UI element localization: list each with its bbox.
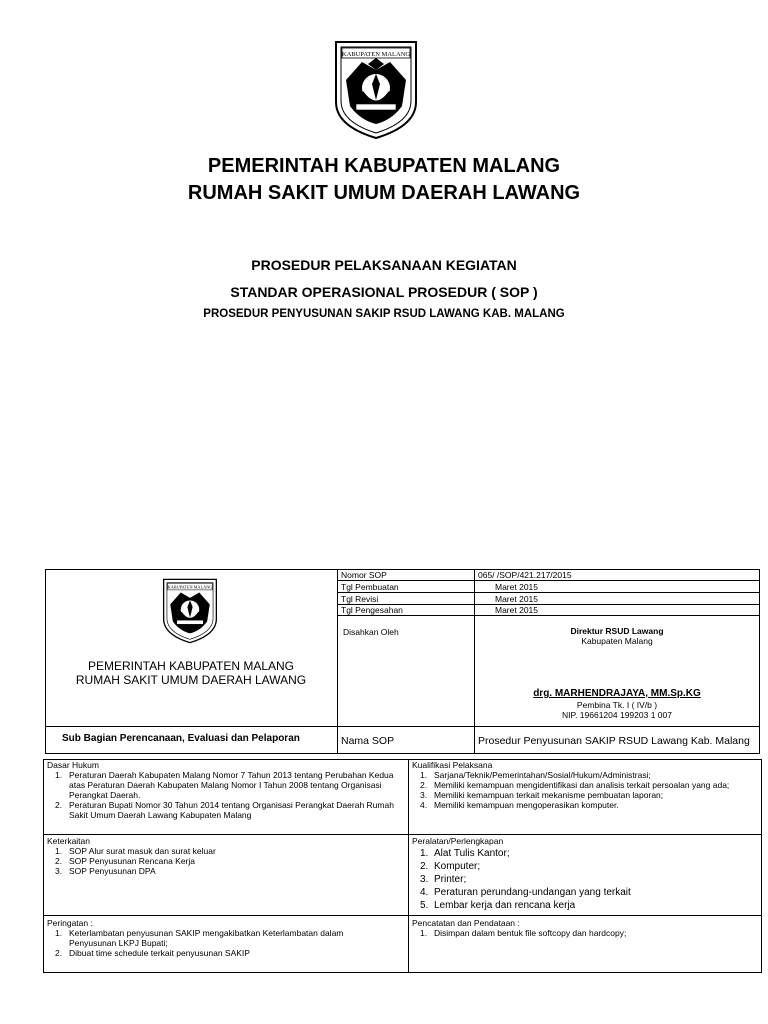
- label-disahkan-oleh: Disahkan Oleh: [343, 627, 399, 637]
- list-item: 3. Memiliki kemampuan terkait mekanisme pembuatan laporan;: [420, 790, 664, 800]
- label-nama-sop: Nama SOP: [341, 735, 395, 747]
- kabupaten-malang-emblem-small: [161, 577, 219, 645]
- svg-text:KABUPATEN MALANG: KABUPATEN MALANG: [167, 584, 213, 590]
- hospital-name-title: RUMAH SAKIT UMUM DAERAH LAWANG: [187, 182, 581, 204]
- peralatan-title: Peralatan/Perlengkapan: [412, 836, 504, 846]
- list-item: 4. Peraturan perundang-undangan yang terkait: [420, 887, 631, 898]
- section-peringatan: [47, 918, 377, 958]
- list-item: 2. Memiliki kemampuan mengidentifikasi dan analisis terkait persoalan yang ada;: [420, 780, 730, 790]
- director-region: Kabupaten Malang: [581, 636, 653, 646]
- list-item: 2. Peraturan Bupati Nomor 30 Tahun 2014 tentang Organisasi Perangkat Daerah Rumah Sakit Umum Daerah Lawang Kabupaten Malang: [55, 800, 394, 820]
- value-nomor-sop: 065/ /SOP/421.217/2015: [478, 570, 572, 580]
- list-item: 2. Komputer;: [420, 861, 481, 872]
- director-nip: NIP. 19661204 199203 1 007: [562, 710, 672, 720]
- value-tgl-pengesahan: Maret 2015: [495, 605, 538, 615]
- director-title: Direktur RSUD Lawang: [570, 626, 664, 636]
- sop-title: STANDAR OPERASIONAL PROSEDUR ( SOP ): [230, 284, 538, 300]
- list-item: 3. Printer;: [420, 874, 467, 885]
- kualifikasi-title: Kualifikasi Pelaksana: [412, 760, 493, 770]
- section-keterkaitan: [47, 836, 405, 876]
- section-pencatatan: [412, 918, 757, 938]
- list-item: 3. SOP Penyusunan DPA: [55, 866, 156, 876]
- list-item: 1. SOP Alur surat masuk dan surat keluar: [55, 846, 216, 856]
- kabupaten-malang-emblem: [332, 40, 420, 140]
- list-item: 1. Keterlambatan penyusunan SAKIP mengakibatkan Keterlambatan dalam Penyusunan LKPJ Bupati;: [55, 928, 344, 948]
- value-tgl-revisi: Maret 2015: [495, 594, 538, 604]
- table-gov-name: PEMERINTAH KABUPATEN MALANG: [87, 659, 295, 673]
- label-tgl-pengesahan: Tgl Pengesahan: [341, 605, 403, 615]
- director-name: drg. MARHENDRAJAYA, MM.Sp.KG: [533, 688, 701, 699]
- label-tgl-revisi: Tgl Revisi: [341, 594, 379, 604]
- pencatatan-title: Pencatatan dan Pendataan :: [412, 918, 520, 928]
- list-item: 4. Memiliki kemampuan mengoperasikan komputer.: [420, 800, 619, 810]
- list-item: 1. Peraturan Daerah Kabupaten Malang Nomor 7 Tahun 2013 tentang Perubahan Kedua atas Peraturan Daerah Kabupaten Malang Nomor I Tahun 2008 tentang Organisasi Perangkat Daerah.: [55, 770, 394, 800]
- unit-name: Sub Bagian Perencanaan, Evaluasi dan Pelaporan: [62, 733, 300, 744]
- section-peralatan: [412, 836, 757, 912]
- sop-subject: PROSEDUR PENYUSUNAN SAKIP RSUD LAWANG KAB. MALANG: [203, 308, 565, 320]
- gov-name-title: PEMERINTAH KABUPATEN MALANG: [207, 155, 561, 177]
- doc-type: PROSEDUR PELAKSANAAN KEGIATAN: [251, 257, 517, 273]
- keterkaitan-title: Keterkaitan: [47, 836, 90, 846]
- peringatan-title: Peringatan :: [47, 918, 93, 928]
- list-item: 2. SOP Penyusunan Rencana Kerja: [55, 856, 196, 866]
- section-dasar-hukum: [47, 760, 405, 820]
- value-tgl-pembuatan: Maret 2015: [495, 582, 538, 592]
- list-item: 1. Alat Tulis Kantor;: [420, 848, 510, 859]
- section-kualifikasi: [412, 760, 757, 810]
- dasar-hukum-title: Dasar Hukum: [47, 760, 99, 770]
- table-hospital-name: RUMAH SAKIT UMUM DAERAH LAWANG: [75, 673, 307, 687]
- svg-text:KABUPATEN MALANG: KABUPATEN MALANG: [341, 51, 411, 58]
- director-rank: Pembina Tk. I ( IV/b ): [576, 700, 658, 710]
- list-item: 2. Dibuat time schedule terkait penyusunan SAKIP: [55, 948, 250, 958]
- label-tgl-pembuatan: Tgl Pembuatan: [341, 582, 399, 592]
- list-item: 5. Lembar kerja dan rencana kerja: [420, 900, 576, 911]
- value-nama-sop: Prosedur Penyusunan SAKIP RSUD Lawang Kab. Malang: [478, 735, 750, 747]
- label-nomor-sop: Nomor SOP: [341, 570, 387, 580]
- list-item: 1. Sarjana/Teknik/Pemerintahan/Sosial/Hukum/Administrasi;: [420, 770, 651, 780]
- list-item: 1. Disimpan dalam bentuk file softcopy dan hardcopy;: [420, 928, 627, 938]
